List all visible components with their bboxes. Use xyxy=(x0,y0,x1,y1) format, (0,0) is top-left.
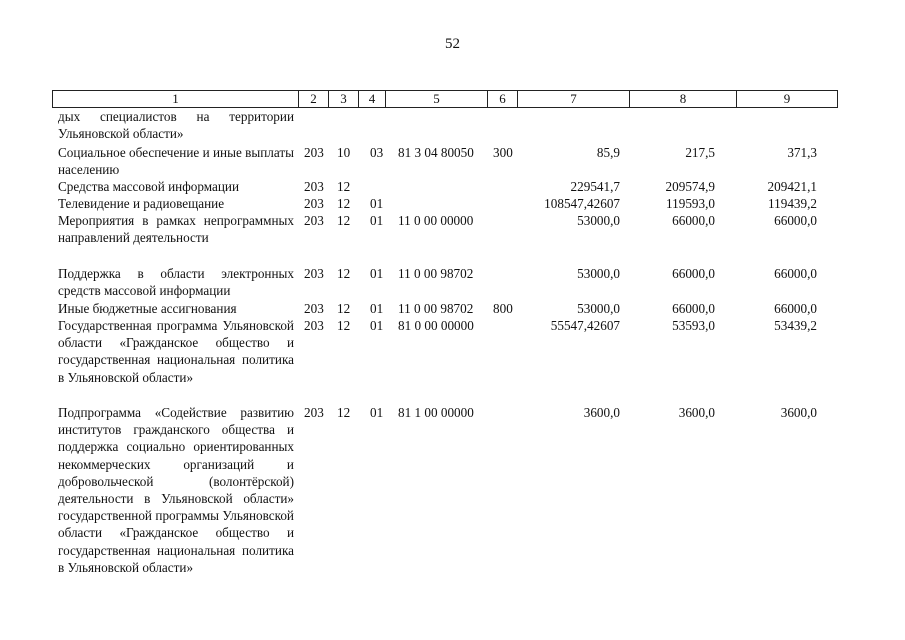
row-code-subsection: 01 xyxy=(370,301,384,316)
row-amount-col8: 3600,0 xyxy=(678,405,715,420)
row-code-target: 81 3 04 80050 xyxy=(398,145,474,160)
row-amount-col8: 217,5 xyxy=(685,145,715,160)
row-amount-col9: 209421,1 xyxy=(767,179,817,194)
row-name: Телевидение и радиовещание xyxy=(58,196,225,211)
page-number: 52 xyxy=(445,36,460,52)
row-code-section: 10 xyxy=(337,145,351,160)
row-code-subsection: 01 xyxy=(370,266,384,281)
row-code-section: 12 xyxy=(337,405,351,420)
row-amount-col9: 119439,2 xyxy=(768,196,817,211)
row-amount-col8: 66000,0 xyxy=(672,213,715,228)
row-code-target: 11 0 00 00000 xyxy=(398,213,474,228)
row-amount-col9: 66000,0 xyxy=(774,301,817,316)
row-code-ministry: 203 xyxy=(304,145,324,160)
header-col-3: 3 xyxy=(329,91,359,107)
header-col-6: 6 xyxy=(488,91,518,107)
row-code-section: 12 xyxy=(337,318,351,333)
row-name: Государственная программа Ульяновской области «Гражданское общество и государственная национальная политика в Ульяновской области» xyxy=(58,318,294,385)
row-code-ministry: 203 xyxy=(304,196,324,211)
header-col-4: 4 xyxy=(359,91,386,107)
row-code-expense-type: 800 xyxy=(493,301,513,316)
row-name: Подпрограмма «Содействие развитию институтов гражданского общества и поддержка социально ориентированных некоммерческих организаций и добровольческой (волонтёрской) деятельности в Ульяновской области» государственной программы Ульяновской области «Гражданское общество и государственная национальная политика в Ульяновской области» xyxy=(58,405,294,575)
row-code-section: 12 xyxy=(337,213,351,228)
row-code-target: 81 1 00 00000 xyxy=(398,405,474,420)
row-code-section: 12 xyxy=(337,266,351,281)
row-code-ministry: 203 xyxy=(304,266,324,281)
row-amount-col9: 66000,0 xyxy=(774,213,817,228)
row-amount-col7: 53000,0 xyxy=(577,213,620,228)
row-name: Поддержка в области электронных средств массовой информации xyxy=(58,266,294,299)
row-code-subsection: 01 xyxy=(370,196,384,211)
row-code-subsection: 01 xyxy=(370,318,384,333)
row-code-ministry: 203 xyxy=(304,213,324,228)
row-code-target: 11 0 00 98702 xyxy=(398,301,474,316)
row-code-subsection: 01 xyxy=(370,405,384,420)
row-amount-col8: 66000,0 xyxy=(672,266,715,281)
row-amount-col9: 66000,0 xyxy=(774,266,817,281)
row-code-ministry: 203 xyxy=(304,405,324,420)
row-code-subsection: 03 xyxy=(370,145,384,160)
row-amount-col9: 53439,2 xyxy=(774,318,817,333)
header-col-2: 2 xyxy=(299,91,329,107)
row-code-section: 12 xyxy=(337,196,351,211)
row-code-ministry: 203 xyxy=(304,301,324,316)
row-code-section: 12 xyxy=(337,301,351,316)
row-code-expense-type: 300 xyxy=(493,145,513,160)
row-name: дых специалистов на территории Ульяновской области» xyxy=(58,109,294,142)
row-amount-col7: 55547,42607 xyxy=(550,318,620,333)
row-amount-col8: 209574,9 xyxy=(665,179,715,194)
header-col-8: 8 xyxy=(630,91,737,107)
row-amount-col8: 119593,0 xyxy=(666,196,715,211)
row-code-subsection: 01 xyxy=(370,213,384,228)
row-name: Иные бюджетные ассигнования xyxy=(58,301,237,316)
row-code-ministry: 203 xyxy=(304,318,324,333)
row-name: Средства массовой информации xyxy=(58,179,240,194)
row-amount-col7: 85,9 xyxy=(596,145,620,160)
row-amount-col8: 66000,0 xyxy=(672,301,715,316)
row-amount-col8: 53593,0 xyxy=(672,318,715,333)
row-code-target: 81 0 00 00000 xyxy=(398,318,474,333)
row-name: Социальное обеспечение и иные выплаты населению xyxy=(58,145,294,178)
row-code-ministry: 203 xyxy=(304,179,324,194)
row-amount-col7: 3600,0 xyxy=(583,405,620,420)
header-col-5: 5 xyxy=(386,91,488,107)
row-name: Мероприятия в рамках непрограммных направлений деятельности xyxy=(58,213,294,246)
row-amount-col7: 53000,0 xyxy=(577,301,620,316)
row-amount-col9: 3600,0 xyxy=(780,405,817,420)
row-code-target: 11 0 00 98702 xyxy=(398,266,474,281)
row-amount-col9: 371,3 xyxy=(787,145,817,160)
row-amount-col7: 229541,7 xyxy=(570,179,620,194)
row-amount-col7: 53000,0 xyxy=(577,266,620,281)
row-code-section: 12 xyxy=(337,179,351,194)
table-header xyxy=(52,90,838,108)
header-col-1: 1 xyxy=(53,91,299,107)
header-col-9: 9 xyxy=(783,91,791,106)
row-amount-col7: 108547,42607 xyxy=(544,196,620,211)
header-col-7: 7 xyxy=(518,91,630,107)
